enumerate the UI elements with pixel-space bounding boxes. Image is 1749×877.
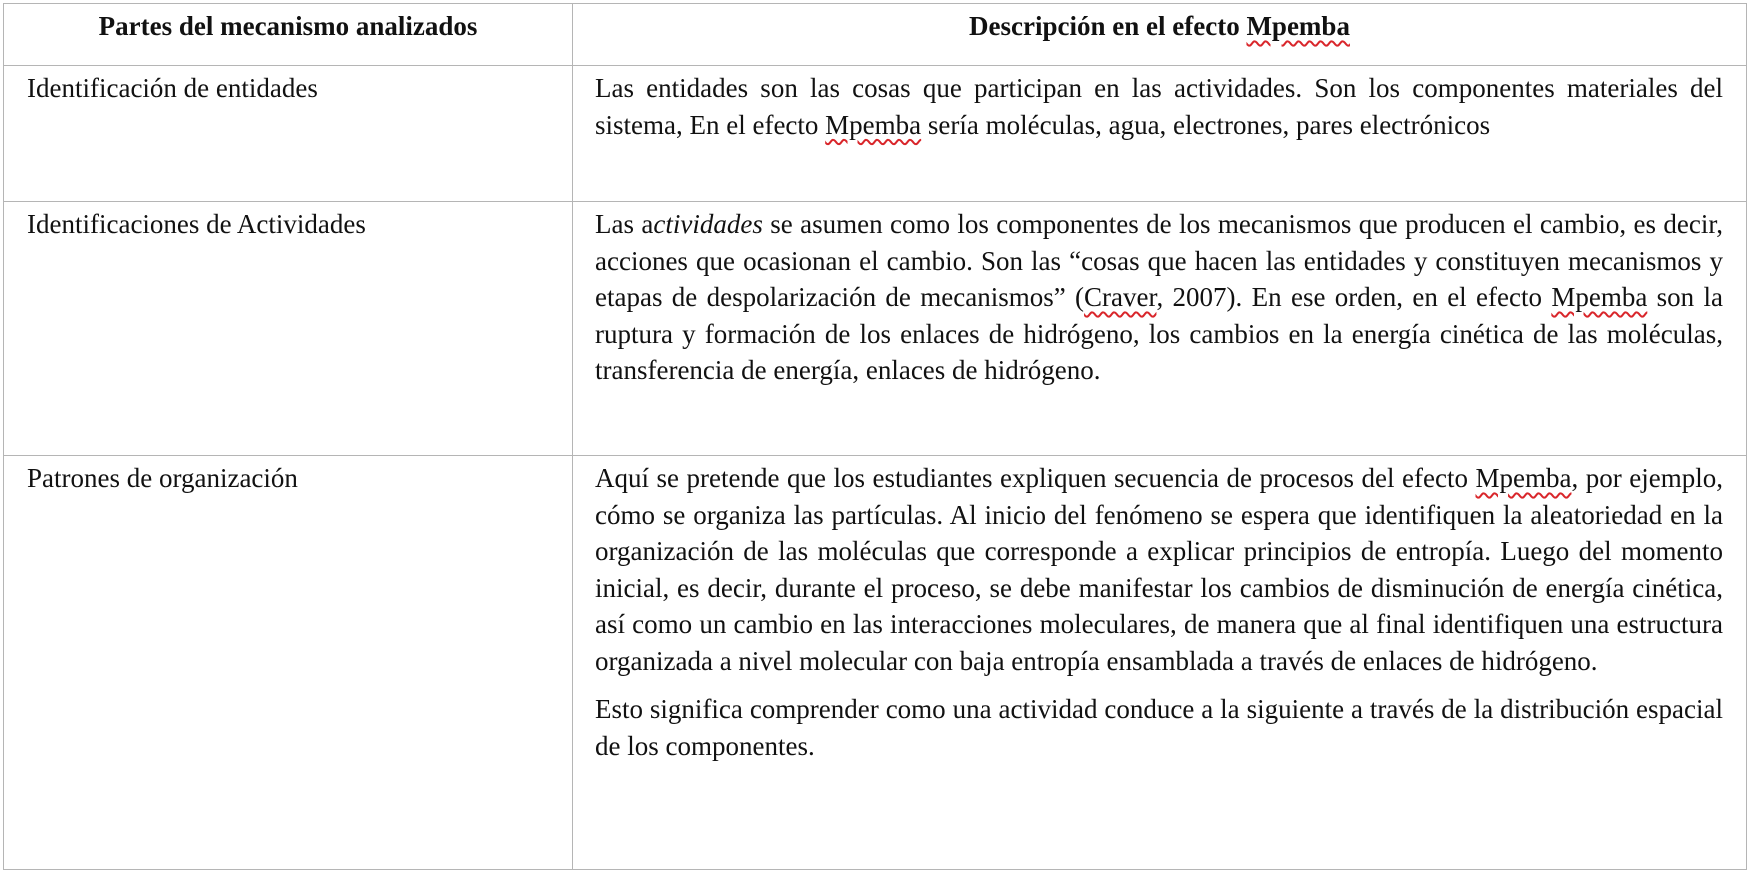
desc-text: Aquí se pretende que los estudiantes expliquen secuencia de procesos del efecto xyxy=(595,463,1476,493)
part-label: Patrones de organización xyxy=(27,463,298,493)
mechanism-table xyxy=(3,3,1747,870)
desc-text: Las a xyxy=(595,209,654,239)
desc-paragraph xyxy=(595,70,1723,143)
table-row xyxy=(4,456,1747,870)
table-row xyxy=(4,66,1747,202)
spellcheck-term: Mpemba xyxy=(1246,11,1350,41)
table-row xyxy=(4,202,1747,456)
desc-text: , 2007). En ese orden, en el efecto xyxy=(1156,282,1552,312)
part-label: Identificaciones de Actividades xyxy=(27,209,366,239)
header-parts xyxy=(4,4,573,66)
row-desc-activities xyxy=(573,202,1747,456)
desc-text: son la ruptura y formación de los enlaces de hidrógeno, los cambios en la energía cinética de las moléculas, transferencia de energía, enlaces de hidrógeno. xyxy=(595,282,1724,385)
row-part-organization xyxy=(4,456,573,870)
desc-text: sería moléculas, agua, electrones, pares electrónicos xyxy=(921,109,1491,140)
spellcheck-term: Mpemba xyxy=(1475,463,1572,493)
desc-text: Las entidades son las cosas que participan en las actividades. Son los componentes materiales del sistema, En el efecto xyxy=(595,73,1723,140)
spellcheck-term: Craver xyxy=(1084,282,1157,312)
header-description xyxy=(573,4,1747,66)
spellcheck-term: Mpemba xyxy=(1551,282,1648,312)
desc-paragraph xyxy=(595,460,1723,679)
row-desc-entities xyxy=(573,66,1747,202)
desc-paragraph xyxy=(595,206,1723,389)
header-row xyxy=(4,4,1747,66)
part-label: Identificación de entidades xyxy=(27,73,318,103)
desc-text: Esto significa comprender como una actividad conduce a la siguiente a través de la distribución espacial de los componentes. xyxy=(595,694,1723,761)
spellcheck-term: Mpemba xyxy=(825,109,922,140)
desc-text: se asumen como los componentes de los mecanismos que producen el cambio, es decir, acciones que ocasionan el cambio. Son las “cosas que hacen las entidades y constituyen mecanismos y etapas de despolarización de mecanismos” ( xyxy=(595,209,1723,312)
row-part-entities xyxy=(4,66,573,202)
header-description-label: Descripción en el efecto xyxy=(969,11,1247,41)
header-parts-label: Partes del mecanismo analizados xyxy=(98,11,478,41)
desc-text: , por ejemplo, cómo se organiza las partículas. Al inicio del fenómeno se espera que identifiquen la aleatoriedad en la organización de las moléculas que corresponde a explicar principios de entropía. Luego del momento inicial, es decir, durante el proceso, se debe manifestar los cambios de disminución de energía cinética, así como un cambio en las interacciones moleculares, de manera que al final identifiquen una estructura organizada a nivel molecular con baja entropía ensamblada a través de enlaces de hidrógeno. xyxy=(595,463,1723,676)
desc-paragraph xyxy=(595,691,1723,764)
desc-italic-text: ctividades xyxy=(653,209,763,239)
row-desc-organization xyxy=(573,456,1747,870)
row-part-activities xyxy=(4,202,573,456)
